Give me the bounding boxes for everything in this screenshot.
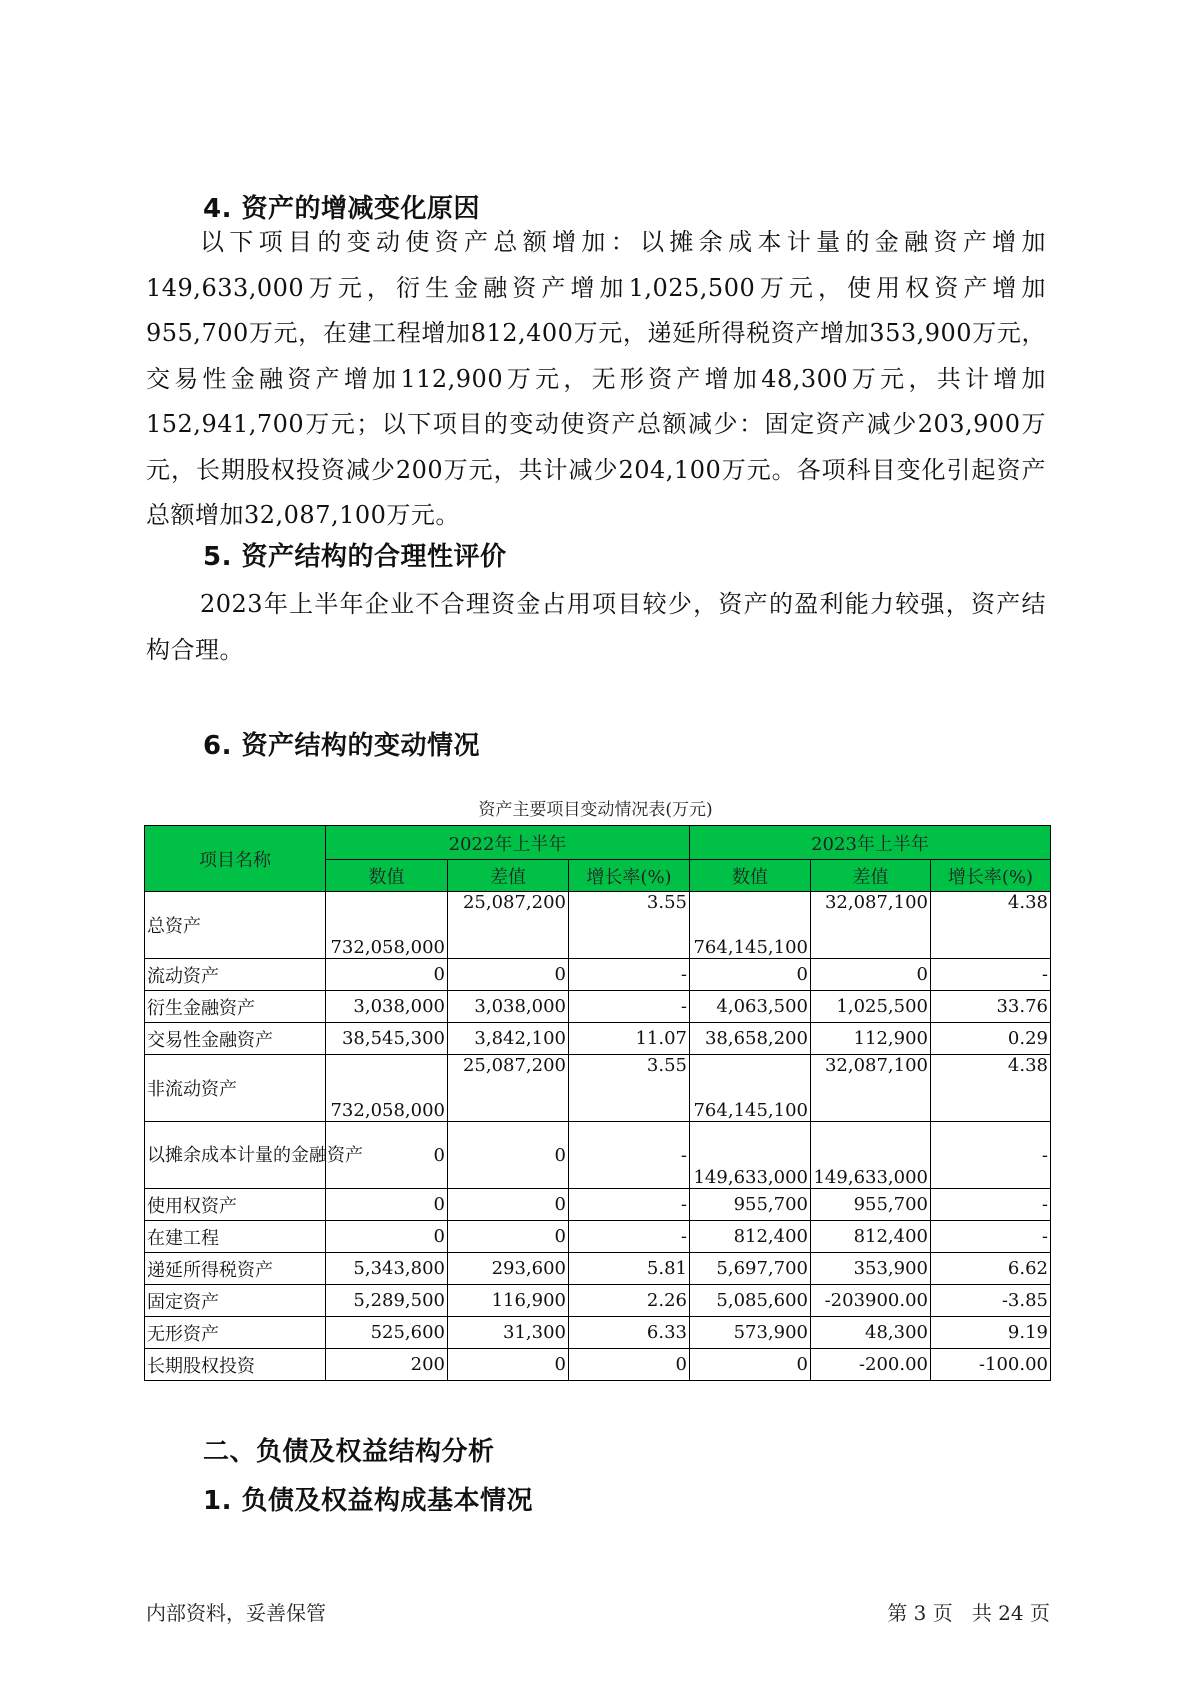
- row-name: 流动资产: [145, 959, 326, 991]
- cell-value-2023: 0: [690, 959, 811, 991]
- header-rate-2023: 增长率(%): [931, 860, 1051, 892]
- cell-value-2023: 5,085,600: [690, 1285, 811, 1317]
- cell-rate-2023: 33.76: [931, 991, 1051, 1023]
- table-row: [145, 1122, 1051, 1189]
- cell-rate-2023: 6.62: [931, 1253, 1051, 1285]
- header-diff-2023: 差值: [811, 860, 931, 892]
- footer-page-number: 第 3 页 共 24 页: [887, 1601, 1050, 1625]
- cell-diff-2023: 149,633,000: [811, 1122, 931, 1189]
- row-name: 交易性金融资产: [145, 1023, 326, 1055]
- header-diff-2022: 差值: [448, 860, 569, 892]
- cell-diff-2022: 25,087,200: [448, 1055, 569, 1122]
- cell-value-2022: 0: [326, 1189, 448, 1221]
- cell-rate-2023: 0.29: [931, 1023, 1051, 1055]
- cell-value-2023: 5,697,700: [690, 1253, 811, 1285]
- cell-diff-2022: 0: [448, 1221, 569, 1253]
- table-row: [145, 1221, 1051, 1253]
- cell-rate-2023: 9.19: [931, 1317, 1051, 1349]
- cell-diff-2022: 25,087,200: [448, 892, 569, 959]
- cell-rate-2023: -: [931, 1221, 1051, 1253]
- header-item-name: 项目名称: [145, 826, 326, 892]
- cell-value-2022: 525,600: [326, 1317, 448, 1349]
- section-5-paragraph: 2023年上半年企业不合理资金占用项目较少，资产的盈利能力较强，资产结构合理。: [146, 590, 1046, 664]
- row-name: 递延所得税资产: [145, 1253, 326, 1285]
- cell-value-2022: 3,038,000: [326, 991, 448, 1023]
- row-name: 固定资产: [145, 1285, 326, 1317]
- header-value-2023: 数值: [690, 860, 811, 892]
- table-row: [145, 959, 1051, 991]
- section-5-heading: 5. 资产结构的合理性评价: [203, 542, 507, 572]
- header-period-2023: 2023年上半年: [690, 826, 1051, 860]
- cell-diff-2023: 955,700: [811, 1189, 931, 1221]
- cell-diff-2022: 0: [448, 959, 569, 991]
- header-period-2022: 2022年上半年: [326, 826, 690, 860]
- cell-value-2023: 812,400: [690, 1221, 811, 1253]
- footer-confidential-note: 内部资料，妥善保管: [146, 1601, 326, 1625]
- cell-diff-2022: 0: [448, 1189, 569, 1221]
- cell-value-2023: 573,900: [690, 1317, 811, 1349]
- table-row: [145, 1285, 1051, 1317]
- cell-rate-2023: -: [931, 1189, 1051, 1221]
- row-name: 使用权资产: [145, 1189, 326, 1221]
- cell-rate-2022: 6.33: [569, 1317, 690, 1349]
- cell-diff-2022: 3,038,000: [448, 991, 569, 1023]
- cell-rate-2023: 4.38: [931, 892, 1051, 959]
- table-row: [145, 1253, 1051, 1285]
- asset-change-table: [144, 825, 1051, 1381]
- section-ii-heading: 二、负债及权益结构分析: [203, 1437, 495, 1467]
- cell-rate-2022: 3.55: [569, 892, 690, 959]
- cell-value-2022: 5,343,800: [326, 1253, 448, 1285]
- cell-diff-2023: 1,025,500: [811, 991, 931, 1023]
- cell-value-2022: 0: [326, 1122, 448, 1189]
- cell-rate-2022: 3.55: [569, 1055, 690, 1122]
- cell-value-2023: 4,063,500: [690, 991, 811, 1023]
- cell-rate-2023: -: [931, 1122, 1051, 1189]
- cell-diff-2023: 48,300: [811, 1317, 931, 1349]
- cell-diff-2023: -203900.00: [811, 1285, 931, 1317]
- cell-diff-2023: 112,900: [811, 1023, 931, 1055]
- cell-value-2023: 764,145,100: [690, 1055, 811, 1122]
- cell-value-2023: 38,658,200: [690, 1023, 811, 1055]
- row-name: 总资产: [145, 892, 326, 959]
- row-name: 衍生金融资产: [145, 991, 326, 1023]
- table-row: [145, 1023, 1051, 1055]
- cell-diff-2023: 32,087,100: [811, 892, 931, 959]
- table-row: [145, 1055, 1051, 1122]
- cell-diff-2022: 293,600: [448, 1253, 569, 1285]
- row-name: 非流动资产: [145, 1055, 326, 1122]
- cell-rate-2022: 2.26: [569, 1285, 690, 1317]
- row-name: 无形资产: [145, 1317, 326, 1349]
- header-rate-2022: 增长率(%): [569, 860, 690, 892]
- cell-rate-2022: -: [569, 1122, 690, 1189]
- row-name: 长期股权投资: [145, 1349, 326, 1381]
- cell-diff-2023: 812,400: [811, 1221, 931, 1253]
- cell-rate-2022: 0: [569, 1349, 690, 1381]
- cell-value-2023: 149,633,000: [690, 1122, 811, 1189]
- row-name: 在建工程: [145, 1221, 326, 1253]
- cell-rate-2022: -: [569, 1189, 690, 1221]
- cell-rate-2023: 4.38: [931, 1055, 1051, 1122]
- cell-diff-2023: 353,900: [811, 1253, 931, 1285]
- table-row: [145, 1189, 1051, 1221]
- table-caption: 资产主要项目变动情况表(万元): [478, 800, 713, 820]
- cell-value-2022: 732,058,000: [326, 892, 448, 959]
- section-4-heading: 4. 资产的增减变化原因: [203, 194, 481, 224]
- cell-rate-2022: 5.81: [569, 1253, 690, 1285]
- section-ii-1-heading: 1. 负债及权益构成基本情况: [203, 1486, 534, 1516]
- cell-diff-2022: 3,842,100: [448, 1023, 569, 1055]
- cell-diff-2023: -200.00: [811, 1349, 931, 1381]
- cell-value-2022: 38,545,300: [326, 1023, 448, 1055]
- cell-value-2022: 732,058,000: [326, 1055, 448, 1122]
- cell-diff-2023: 0: [811, 959, 931, 991]
- cell-diff-2022: 0: [448, 1122, 569, 1189]
- row-name: 以摊余成本计量的金融资产: [145, 1122, 326, 1189]
- cell-value-2022: 0: [326, 1221, 448, 1253]
- cell-rate-2022: -: [569, 991, 690, 1023]
- cell-diff-2022: 116,900: [448, 1285, 569, 1317]
- cell-value-2022: 5,289,500: [326, 1285, 448, 1317]
- cell-diff-2022: 0: [448, 1349, 569, 1381]
- cell-diff-2022: 31,300: [448, 1317, 569, 1349]
- cell-rate-2022: 11.07: [569, 1023, 690, 1055]
- table-row: [145, 991, 1051, 1023]
- cell-rate-2022: -: [569, 1221, 690, 1253]
- cell-rate-2023: -: [931, 959, 1051, 991]
- cell-rate-2022: -: [569, 959, 690, 991]
- cell-value-2023: 0: [690, 1349, 811, 1381]
- cell-value-2022: 0: [326, 959, 448, 991]
- cell-rate-2023: -100.00: [931, 1349, 1051, 1381]
- table-row: [145, 1349, 1051, 1381]
- section-6-heading: 6. 资产结构的变动情况: [203, 731, 481, 761]
- cell-value-2023: 764,145,100: [690, 892, 811, 959]
- cell-value-2022: 200: [326, 1349, 448, 1381]
- table-row: [145, 892, 1051, 959]
- cell-value-2023: 955,700: [690, 1189, 811, 1221]
- cell-rate-2023: -3.85: [931, 1285, 1051, 1317]
- table-row: [145, 1317, 1051, 1349]
- cell-diff-2023: 32,087,100: [811, 1055, 931, 1122]
- header-value-2022: 数值: [326, 860, 448, 892]
- section-4-paragraph: 以下项目的变动使资产总额增加：以摊余成本计量的金融资产增加149,633,000万元，衍生金融资产增加1,025,500万元，使用权资产增加955,700万元，在建工程增加812,400万元，递延所得税资产增加353,900万元，交易性金融资产增加112,900万元，无形资产增加48,300万元，共计增加152,941,700万元；以下项目的变动使资产总额减少：固定资产减少203,900万元，长期股权投资减少200万元，共计减少204,100万元。各项科目变化引起资产总额增加32,087,100万元。: [146, 228, 1046, 529]
